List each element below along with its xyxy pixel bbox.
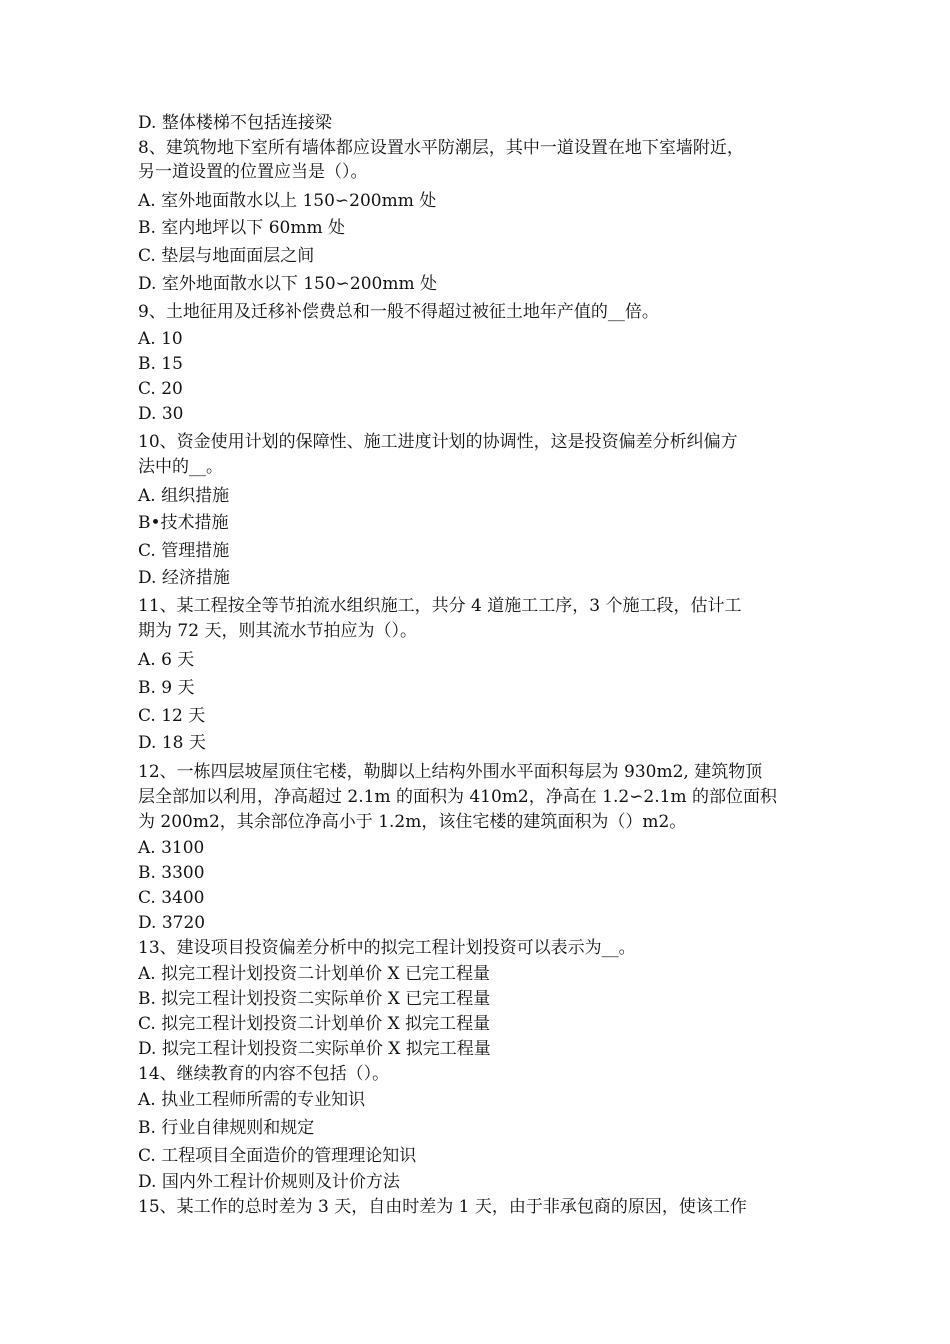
option-b: B. 9 天 xyxy=(138,678,195,698)
option-d: D. 3720 xyxy=(138,913,206,933)
option-c: C. 12 天 xyxy=(138,706,206,726)
option-a: A. 6 天 xyxy=(138,650,195,670)
text-line: D. 整体楼梯不包括连接梁 xyxy=(138,113,332,133)
option-b: B. 行业自律规则和规定 xyxy=(138,1118,315,1138)
question-12-line: 12、一栋四层坡屋顶住宅楼，勒脚以上结构外围水平面积每层为 930m2, 建筑物顶 xyxy=(138,762,763,782)
question-9-line: 9、土地征用及迁移补偿费总和一般不得超过被征土地年产值的__倍。 xyxy=(138,302,659,322)
option-a: A. 室外地面散水以上 150∽200mm 处 xyxy=(138,191,437,211)
question-15-line: 15、某工作的总时差为 3 天，自由时差为 1 天，由于非承包商的原因，使该工作 xyxy=(138,1197,747,1217)
text-line: 另一道设置的位置应当是（）。 xyxy=(138,162,368,182)
question-14-line: 14、继续教育的内容不包括（）。 xyxy=(138,1064,390,1084)
option-a: A. 10 xyxy=(138,329,183,349)
text-line: 法中的__。 xyxy=(138,457,223,477)
option-b: B. 室内地坪以下 60mm 处 xyxy=(138,218,345,238)
option-c: C. 工程项目全面造价的管理理论知识 xyxy=(138,1146,417,1166)
option-a: A. 执业工程师所需的专业知识 xyxy=(138,1090,366,1110)
option-a: A. 拟完工程计划投资二计划单价 X 已完工程量 xyxy=(138,964,490,984)
option-c: C. 3400 xyxy=(138,888,205,908)
option-c: C. 20 xyxy=(138,379,183,399)
option-d: D. 30 xyxy=(138,404,184,424)
question-10-line: 10、资金使用计划的保障性、施工进度计划的协调性，这是投资偏差分析纠偏方 xyxy=(138,432,738,452)
question-13-line: 13、建设项目投资偏差分析中的拟完工程计划投资可以表示为__。 xyxy=(138,938,636,958)
option-b: B•技术措施 xyxy=(138,513,229,533)
text-line: 层全部加以利用，净高超过 2.1m 的面积为 410m2，净高在 1.2∽2.1m 的部位面积 xyxy=(138,787,777,807)
option-d: D. 经济措施 xyxy=(138,568,230,588)
option-d: D. 室外地面散水以下 150∽200mm 处 xyxy=(138,274,438,294)
option-a: A. 组织措施 xyxy=(138,486,230,506)
option-d: D. 18 天 xyxy=(138,733,206,753)
text-line: 期为 72 天，则其流水节拍应为（）。 xyxy=(138,621,417,641)
option-d: D. 拟完工程计划投资二实际单价 X 拟完工程量 xyxy=(138,1039,491,1059)
option-c: C. 垫层与地面面层之间 xyxy=(138,246,315,266)
option-c: C. 管理措施 xyxy=(138,541,230,561)
option-a: A. 3100 xyxy=(138,838,205,858)
option-b: B. 15 xyxy=(138,354,183,374)
question-8-line: 8、建筑物地下室所有墙体都应设置水平防潮层，其中一道设置在地下室墙附近， xyxy=(138,138,744,158)
question-11-line: 11、某工程按全等节拍流水组织施工，共分 4 道施工工序，3 个施工段，估计工 xyxy=(138,596,742,616)
option-d: D. 国内外工程计价规则及计价方法 xyxy=(138,1172,400,1192)
text-line: 为 200m2，其余部位净高小于 1.2m，该住宅楼的建筑面积为（）m2。 xyxy=(138,812,687,832)
option-b: B. 拟完工程计划投资二实际单价 X 已完工程量 xyxy=(138,989,491,1009)
option-b: B. 3300 xyxy=(138,863,205,883)
option-c: C. 拟完工程计划投资二计划单价 X 拟完工程量 xyxy=(138,1014,491,1034)
